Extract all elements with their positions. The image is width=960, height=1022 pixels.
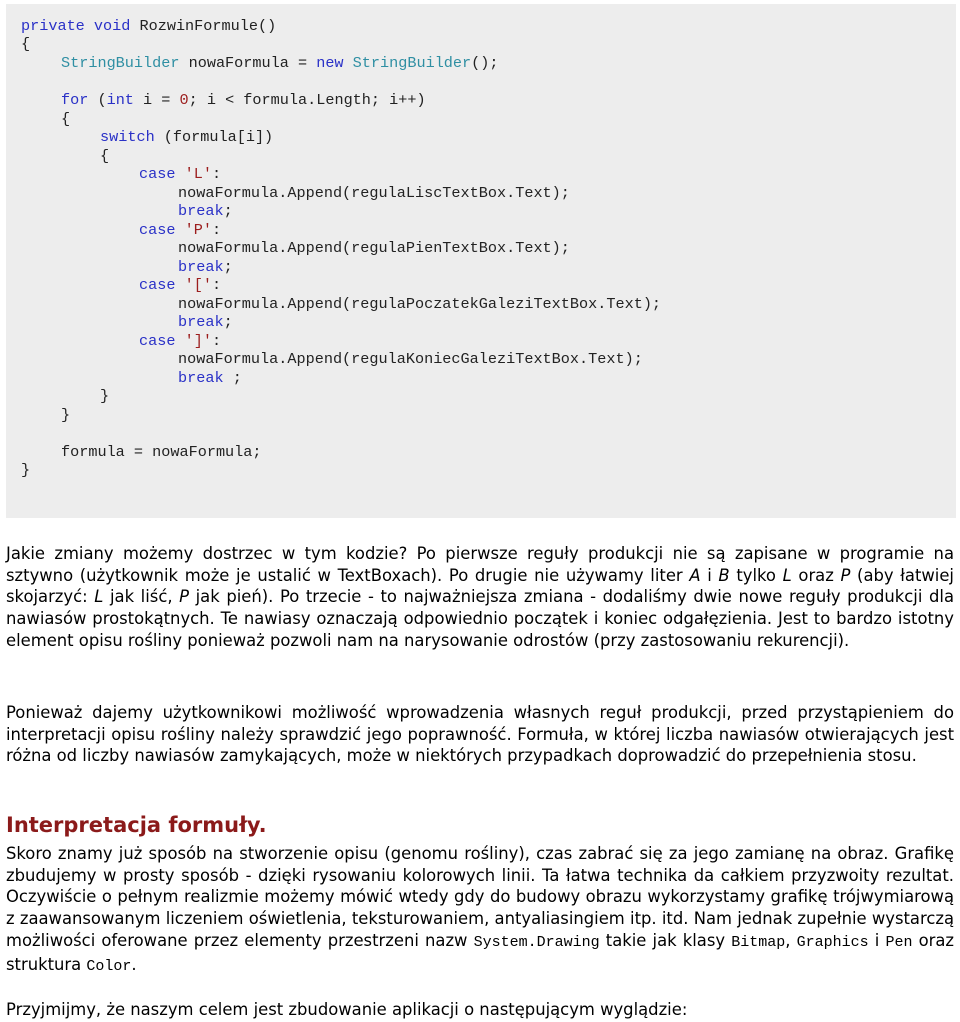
code-line: { — [100, 147, 110, 165]
inline-code-namespace: System.Drawing — [473, 933, 600, 951]
code-line: formula = nowaFormula; — [61, 443, 262, 461]
code-line: } — [100, 387, 110, 405]
section-heading: Interpretacja formuły. — [6, 813, 267, 837]
code-line: { — [61, 110, 71, 128]
code-line: break ; — [178, 369, 242, 387]
code-line: nowaFormula.Append(regulaLiscTextBox.Text); — [178, 184, 570, 202]
code-line: case ']': — [139, 332, 222, 350]
code-line: case 'P': — [139, 221, 222, 239]
code-line: private void RozwinFormule() — [21, 17, 277, 35]
code-line: nowaFormula.Append(regulaPienTextBox.Text); — [178, 239, 570, 257]
code-listing — [6, 4, 956, 518]
code-line: } — [61, 406, 71, 424]
code-line: nowaFormula.Append(regulaPoczatekGaleziTextBox.Text); — [178, 295, 662, 313]
code-line: StringBuilder nowaFormula = new StringBuilder(); — [61, 54, 499, 72]
code-line: case 'L': — [139, 165, 222, 183]
code-line: break; — [178, 258, 233, 276]
code-line: break; — [178, 202, 233, 220]
paragraph-interpretation: Skoro znamy już sposób na stworzenie opisu (genomu rośliny), czas zabrać się za jego zamianę na obraz. Grafikę zbudujemy w prosty sposób - dzięki rysowaniu kolorowych linii. Ta łatwa technika da całkiem przyzwoity rezultat. Oczywiście o pełnym realizmie możemy mówić wtedy gdy do budowy obrazu wykorzystamy grafikę trójwymiarową z zaawansowanym liczeniem oświetlenia, teksturowaniem, antyaliasingiem itp. itd. Nam jednak zupełnie wystarczą możliwości oferowane przez elementy przestrzeni nazw System.Drawing takie jak klasy Bitmap, Graphics i Pen oraz struktura Color. — [6, 844, 955, 975]
code-line: for (int i = 0; i < formula.Length; i++) — [61, 91, 426, 109]
inline-code-bitmap: Bitmap — [731, 933, 786, 951]
paragraph-goal: Przyjmijmy, że naszym celem jest zbudowanie aplikacji o następującym wyglądzie: — [6, 1000, 688, 1019]
code-line: nowaFormula.Append(regulaKoniecGaleziTextBox.Text); — [178, 350, 643, 368]
inline-code-graphics: Graphics — [796, 933, 869, 951]
paragraph-code-changes: Jakie zmiany możemy dostrzec w tym kodzie? Po pierwsze reguły produkcji nie są zapisane w programie na sztywno (użytkownik może je ustalić w TextBoxach). Po drugie nie używamy liter A i B tylko L oraz P (aby łatwiej skojarzyć: L jak liść, P jak pień). Po trzecie - to najważniejsza zmiana - dodaliśmy dwie nowe reguły produkcji dla nawiasów prostokątnych. Te nawiasy oznaczają odpowiednio początek i koniec odgałęzienia. Jest to bardzo istotny element opisu rośliny ponieważ pozwoli nam na narysowanie odrostów (przy zastosowaniu rekurencji). — [6, 544, 954, 650]
code-line: break; — [178, 313, 233, 331]
code-line: case '[': — [139, 276, 222, 294]
inline-code-pen: Pen — [885, 933, 913, 951]
code-line: switch (formula[i]) — [100, 128, 274, 146]
code-line: } — [21, 461, 31, 479]
paragraph-validation: Ponieważ dajemy użytkownikowi możliwość wprowadzenia własnych reguł produkcji, przed przystąpieniem do interpretacji opisu rośliny należy sprawdzić jego poprawność. Formuła, w której liczba nawiasów otwierających jest różna od liczby nawiasów zamykających, może w niektórych przypadkach doprowadzić do przepełnienia stosu. — [6, 703, 954, 766]
code-line: { — [21, 35, 31, 53]
inline-code-color: Color — [86, 957, 132, 975]
